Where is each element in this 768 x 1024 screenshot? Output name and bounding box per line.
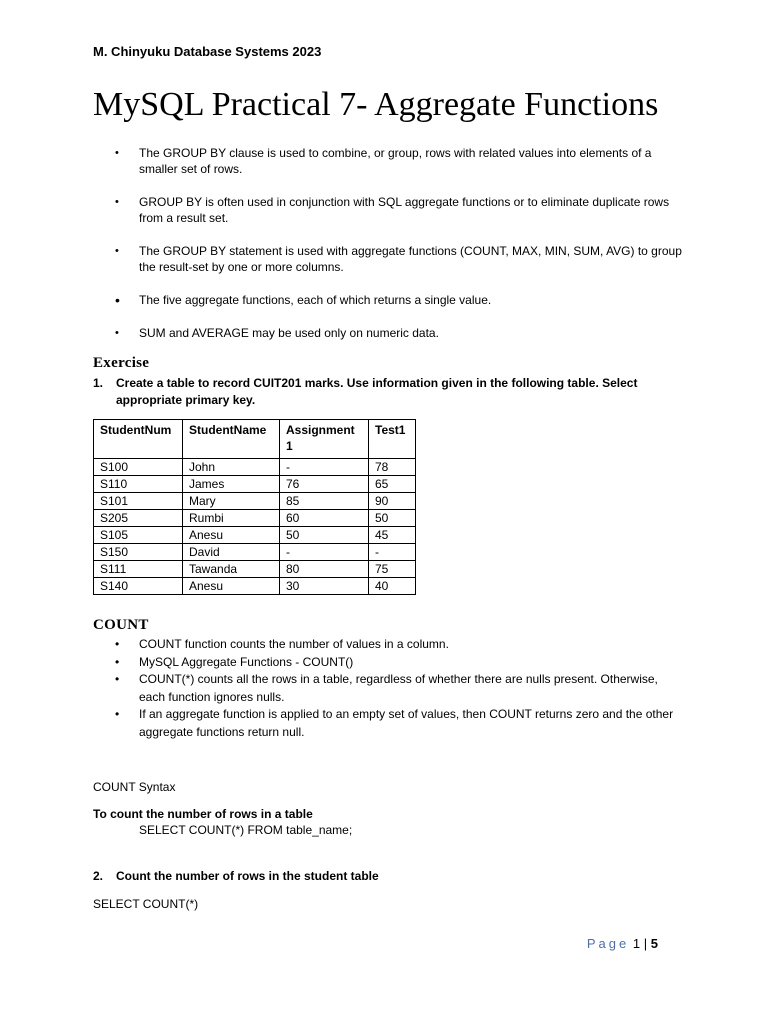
table-header-row: [94, 420, 416, 459]
count-bullet-list: [93, 636, 683, 741]
table-cell: Anesu: [183, 578, 280, 595]
table-cell: Tawanda: [183, 561, 280, 578]
table-cell: 50: [280, 527, 369, 544]
intro-bullet: • SUM and AVERAGE may be used only on numeric data.: [93, 325, 683, 341]
table-cell: 60: [280, 510, 369, 527]
table-cell: 30: [280, 578, 369, 595]
page-label: Page: [586, 936, 630, 951]
table-cell: 50: [369, 510, 416, 527]
table-row: [94, 544, 416, 561]
table-cell: 76: [280, 476, 369, 493]
column-header: Test1: [369, 420, 416, 459]
table-cell: S150: [94, 544, 183, 561]
question-2-number: 2.: [93, 869, 104, 883]
table-cell: David: [183, 544, 280, 561]
table-row: [94, 459, 416, 476]
column-header: StudentNum: [94, 420, 183, 459]
page-total: 5: [650, 936, 658, 951]
table-cell: Anesu: [183, 527, 280, 544]
table-cell: 75: [369, 561, 416, 578]
count-syntax-label: COUNT Syntax: [93, 780, 176, 794]
table-row: [94, 510, 416, 527]
count-bullet: • COUNT(*) counts all the rows in a table, regardless of whether there are nulls present. Otherwise, each function ignores nulls.: [93, 671, 683, 706]
table-cell: James: [183, 476, 280, 493]
question-1-text: Create a table to record CUIT201 marks. Use information given in the following table. Select appropriate primary key.: [116, 376, 638, 407]
table-cell: 90: [369, 493, 416, 510]
table-row: [94, 561, 416, 578]
count-bullet: • If an aggregate function is applied to an empty set of values, then COUNT returns zero and the other aggregate functions return null.: [93, 706, 683, 741]
table-cell: S110: [94, 476, 183, 493]
marks-table: [93, 419, 416, 595]
question-1-number: 1.: [93, 376, 104, 390]
table-row: [94, 493, 416, 510]
count-heading: COUNT: [93, 617, 149, 633]
count-answer-start: SELECT COUNT(*): [93, 897, 199, 911]
question-2: [93, 868, 683, 885]
table-cell: S105: [94, 527, 183, 544]
count-rows-sql: SELECT COUNT(*) FROM table_name;: [139, 823, 353, 837]
table-row: [94, 476, 416, 493]
table-cell: S205: [94, 510, 183, 527]
table-cell: -: [280, 544, 369, 561]
document-header: M. Chinyuku Database Systems 2023: [93, 44, 322, 59]
page-footer: [587, 936, 658, 951]
table-row: [94, 527, 416, 544]
count-bullet: • COUNT function counts the number of values in a column.: [93, 636, 683, 654]
column-header: StudentName: [183, 420, 280, 459]
table-cell: Rumbi: [183, 510, 280, 527]
table-cell: S140: [94, 578, 183, 595]
table-cell: S100: [94, 459, 183, 476]
table-cell: 78: [369, 459, 416, 476]
table-cell: 80: [280, 561, 369, 578]
intro-bullet-list: [93, 145, 683, 358]
count-bullet: • MySQL Aggregate Functions - COUNT(): [93, 654, 683, 672]
page-number: 1: [632, 936, 641, 951]
table-cell: S101: [94, 493, 183, 510]
question-1: [93, 375, 683, 409]
exercise-heading: Exercise: [93, 355, 150, 371]
intro-bullet: • The GROUP BY clause is used to combine, or group, rows with related values into elements of a smaller set of rows.: [93, 145, 683, 177]
table-cell: S111: [94, 561, 183, 578]
table-cell: 85: [280, 493, 369, 510]
intro-bullet: • The five aggregate functions, each of which returns a single value.: [93, 292, 683, 308]
column-header: Assignment 1: [280, 420, 369, 459]
intro-bullet: • The GROUP BY statement is used with aggregate functions (COUNT, MAX, MIN, SUM, AVG) to group the result-set by one or more columns.: [93, 243, 683, 275]
table-cell: -: [280, 459, 369, 476]
table-cell: John: [183, 459, 280, 476]
page-separator: |: [643, 936, 648, 951]
intro-bullet: • GROUP BY is often used in conjunction with SQL aggregate functions or to eliminate duplicate rows from a result set.: [93, 194, 683, 226]
table-cell: -: [369, 544, 416, 561]
table-cell: 45: [369, 527, 416, 544]
count-rows-label: To count the number of rows in a table: [93, 807, 313, 821]
page-title: MySQL Practical 7- Aggregate Functions: [93, 86, 659, 123]
table-cell: 40: [369, 578, 416, 595]
table-cell: 65: [369, 476, 416, 493]
question-2-text: Count the number of rows in the student table: [116, 869, 379, 883]
table-row: [94, 578, 416, 595]
table-cell: Mary: [183, 493, 280, 510]
